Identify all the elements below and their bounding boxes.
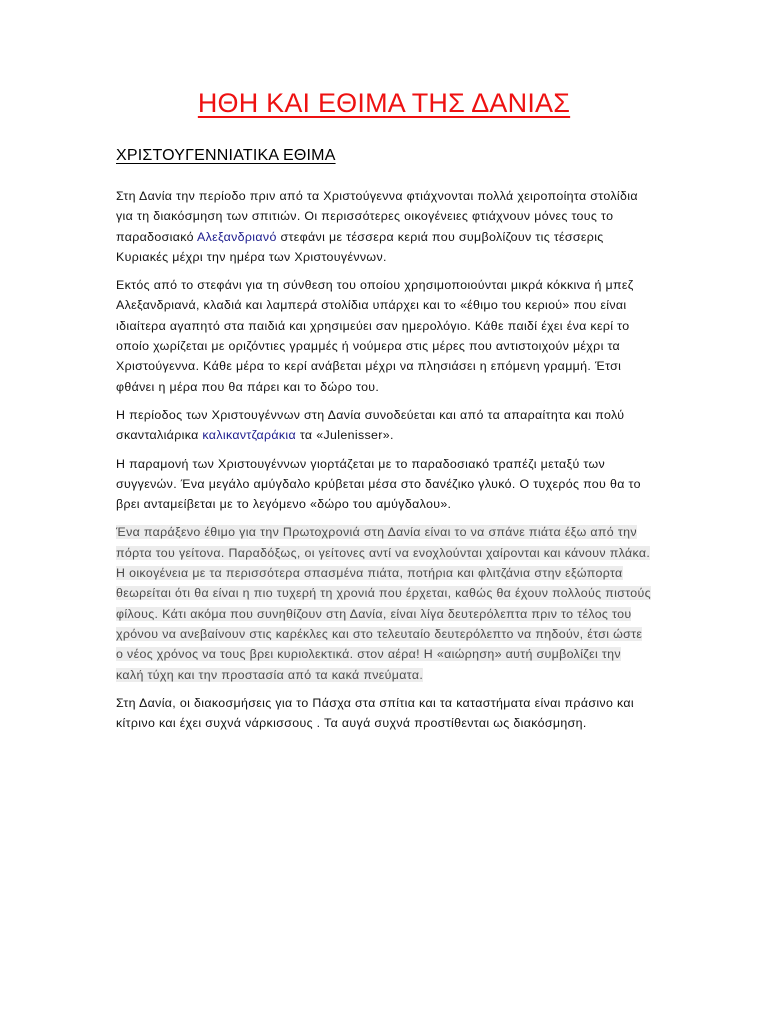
paragraph-julenisser <box>116 405 652 446</box>
section-heading: ΧΡΙΣΤΟΥΓΕΝΝΙΑΤΙΚΑ ΕΘΙΜΑ <box>116 147 336 164</box>
paragraph-new-year <box>116 522 652 684</box>
paragraph-christmas-eve: Η παραμονή των Χριστουγέννων γιορτάζεται με το παραδοσιακό τραπέζι μεταξύ των συγγενών. Ένα μεγάλο αμύγδαλο κρύβεται μέσα στο δανέζικο γλυκό. Ο τυχερός που θα το βρει ανταμείβεται με το λεγόμενο «δώρο του αμύγδαλου». <box>116 456 641 512</box>
highlighted-text: Ένα παράξενο έθιμο για την Πρωτοχρονιά στη Δανία είναι το να σπάνε πιάτα έξω από την πόρτα του γείτονα. Παραδόξως, οι γείτονες αντί να ενοχλούνται χαίρονται και κάνουν πλάκα. Η οικογένεια με τα περισσότερα σπασμένα πιάτα, ποτήρια και φλιτζάνια στην εξώπορτα θεωρείται ότι θα είναι η πιο τυχερή τη χρονιά που έρχεται, καθώς θα έχουν πολλούς πιστούς φίλους. Κάτι ακόμα που συνηθίζουν στη Δανία, είναι λίγα δευτερόλεπτα πριν το τέλος του χρόνου να ανεβαίνουν στις καρέκλες και στο τελευταίο δευτερόλεπτο να πηδούν, έτσι ώστε ο νέος χρόνος να τους βρει κυριολεκτικά. στον αέρα! Η «αιώρηση» αυτή συμβολίζει την καλή τύχη και την προστασία από τα κακά πνεύματα. <box>116 525 651 682</box>
paragraph-text: τα «Julenisser». <box>296 428 394 443</box>
hyperlink-alexandriano[interactable]: Αλεξανδριανό <box>197 229 277 244</box>
paragraph-text: στεφάνι με τέσσερα κεριά που συμβολίζουν τις τέσσερις Κυριακές μέχρι την ημέρα των Χριστουγέννων. <box>116 229 604 264</box>
paragraph-advent-wreath <box>116 186 652 267</box>
document-body <box>116 186 652 741</box>
paragraph-candle-custom: Εκτός από το στεφάνι για τη σύνθεση του οποίου χρησιμοποιούνται μικρά κόκκινα ή μπεζ Αλεξανδριανά, κλαδιά και λαμπερά στολίδια υπάρχει και το «έθιμο του κεριού» που είναι ιδιαίτερα αγαπητό στα παιδιά και χρησιμεύει σαν ημερολόγιο. Κάθε παιδί έχει ένα κερί το οποίο χωρίζεται με οριζόντιες γραμμές ή νούμερα στις μέρες που αντιστοιχούν μέχρι τα Χριστούγεννα. Κάθε μέρα το κερί ανάβεται μέχρι να πλησιάσει η επόμενη γραμμή. Έτσι φθάνει η μέρα που θα πάρει και το δώρο του. <box>116 278 634 394</box>
paragraph-text: Στη Δανία την περίοδο πριν από τα Χριστούγεννα φτιάχνονται πολλά χειροποίητα στολίδια για τη διακόσμηση των σπιτιών. Οι περισσότερες οικογένειες φτιάχνουν μόνες τους το παραδοσιακό <box>116 189 638 244</box>
hyperlink-kalikantzarakia[interactable]: καλικαντζαράκια <box>202 428 297 443</box>
document-title: ΗΘΗ ΚΑΙ ΕΘΙΜΑ ΤΗΣ ΔΑΝΙΑΣ <box>197 88 571 118</box>
paragraph-easter: Στη Δανία, οι διακοσμήσεις για το Πάσχα στα σπίτια και τα καταστήματα είναι πράσινο και κίτρινο και έχει συχνά νάρκισσους . Τα αυγά συχνά προστίθενται ως διακόσμηση. <box>116 695 635 731</box>
paragraph-text: Η περίοδος των Χριστουγέννων στη Δανία συνοδεύεται και από τα απαραίτητα και πολύ σκανταλιάρικα <box>116 407 625 443</box>
